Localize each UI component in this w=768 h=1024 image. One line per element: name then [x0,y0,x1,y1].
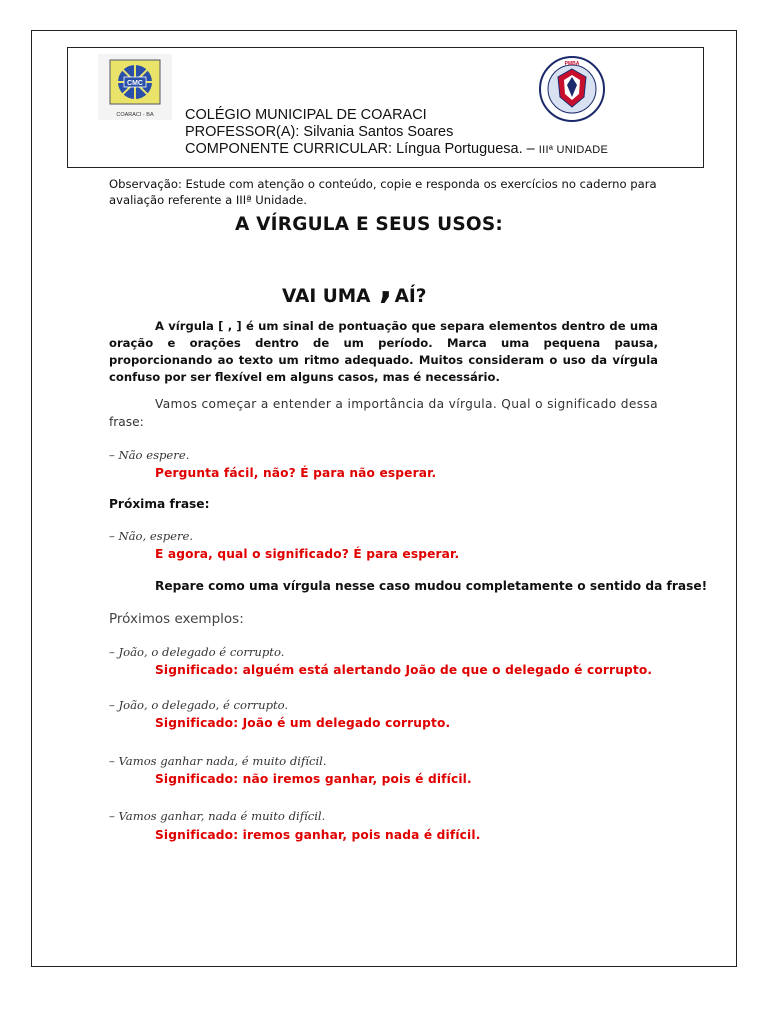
teacher-name: PROFESSOR(A): Silvania Santos Soares [185,124,454,140]
intro-paragraph: A vírgula [ , ] é um sinal de pontuação que separa elementos dentro de uma oração e orações dentro de um período. Marca uma pequena pausa, proporcionando ao texto um ritmo adequado. Muitos consideram o uso da vírgula confuso por ser flexível em alguns casos, mas é necessário. [109,319,658,384]
example-sentence-2: – Não, espere. [109,529,194,543]
example-meaning: Significado: não iremos ganhar, pois é difícil. [155,772,472,786]
example-sentence-1: – Não espere. [109,448,190,462]
example-meaning: Significado: João é um delegado corrupto. [155,716,451,730]
svg-text:PMBA: PMBA [564,61,580,67]
subtitle-after: AÍ? [394,286,427,307]
subtitle-before: VAI UMA [282,286,377,307]
page-title: A VÍRGULA E SEUS USOS: [235,214,503,235]
unit-label: IIIª UNIDADE [538,144,609,156]
subtitle-comma: , [378,266,393,307]
police-emblem-icon [539,55,605,123]
example-sentence: – Vamos ganhar nada, é muito difícil. [109,754,327,768]
svg-text:CMC: CMC [127,80,143,87]
example-sentence: – Vamos ganhar, nada é muito difícil. [109,809,326,823]
example-answer-2: E agora, qual o significado? É para esperar. [155,547,460,561]
observation-note: Observação: Estude com atenção o conteúdo, copie e responda os exercícios no caderno para avaliação referente a IIIª Unidade. [109,177,657,207]
next-sentence-label: Próxima frase: [109,497,210,511]
more-examples-label: Próximos exemplos: [109,611,244,627]
example-sentence: – João, o delegado é corrupto. [109,645,285,659]
page-subtitle [282,266,768,311]
example-answer-1: Pergunta fácil, não? É para não esperar. [155,466,437,480]
example-sentence: – João, o delegado, é corrupto. [109,698,289,712]
lead-text-line-2: frase: [109,415,144,429]
observation-remark: Repare como uma vírgula nesse caso mudou completamente o sentido da frase! [155,579,708,593]
curricular-component [185,141,608,157]
component-label: COMPONENTE CURRICULAR: Língua Portuguesa. – [185,141,539,157]
school-logo-icon [98,54,172,120]
svg-text:COARACI - BA: COARACI - BA [116,112,154,118]
example-meaning: Significado: iremos ganhar, pois nada é difícil. [155,828,481,842]
lead-text-line-1: Vamos começar a entender a importância da vírgula. Qual o significado dessa [155,397,658,411]
school-name: COLÉGIO MUNICIPAL DE COARACI [185,107,427,123]
example-meaning: Significado: alguém está alertando João de que o delegado é corrupto. [155,663,653,677]
